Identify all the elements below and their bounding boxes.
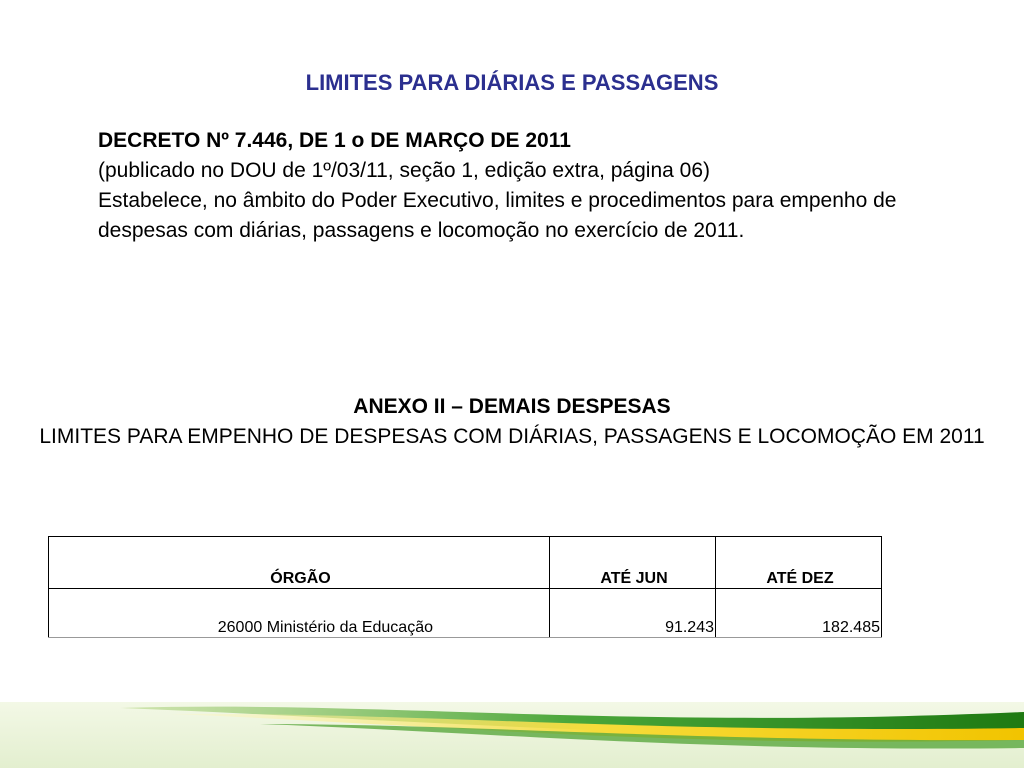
decree-block bbox=[98, 126, 978, 246]
annex-block bbox=[0, 392, 1024, 452]
table-row bbox=[49, 589, 882, 638]
cell-ate-jun: 91.243 bbox=[550, 589, 716, 638]
header-orgao: ÓRGÃO bbox=[49, 537, 550, 589]
table-header-row bbox=[49, 537, 882, 589]
limits-table bbox=[48, 536, 882, 638]
decree-body: Estabelece, no âmbito do Poder Executivo, limites e procedimentos para empenho de despesas com diárias, passagens e locomoção no exercício de 2011. bbox=[98, 189, 897, 242]
header-ate-dez: ATÉ DEZ bbox=[716, 537, 882, 589]
decree-published: (publicado no DOU de 1º/03/11, seção 1, edição extra, página 06) bbox=[98, 159, 711, 182]
footer-top-edge bbox=[0, 690, 1024, 697]
annex-subtitle: LIMITES PARA EMPENHO DE DESPESAS COM DIÁRIAS, PASSAGENS E LOCOMOÇÃO EM 2011 bbox=[39, 425, 985, 448]
page-title: LIMITES PARA DIÁRIAS E PASSAGENS bbox=[305, 70, 719, 95]
annex-heading: ANEXO II – DEMAIS DESPESAS bbox=[353, 395, 671, 418]
decree-heading: DECRETO Nº 7.446, DE 1 o DE MARÇO DE 2011 bbox=[98, 129, 571, 152]
cell-orgao: 26000 Ministério da Educação bbox=[49, 589, 550, 638]
cell-ate-dez: 182.485 bbox=[716, 589, 882, 638]
header-ate-jun: ATÉ JUN bbox=[550, 537, 716, 589]
footer-decorative-band bbox=[0, 690, 1024, 768]
